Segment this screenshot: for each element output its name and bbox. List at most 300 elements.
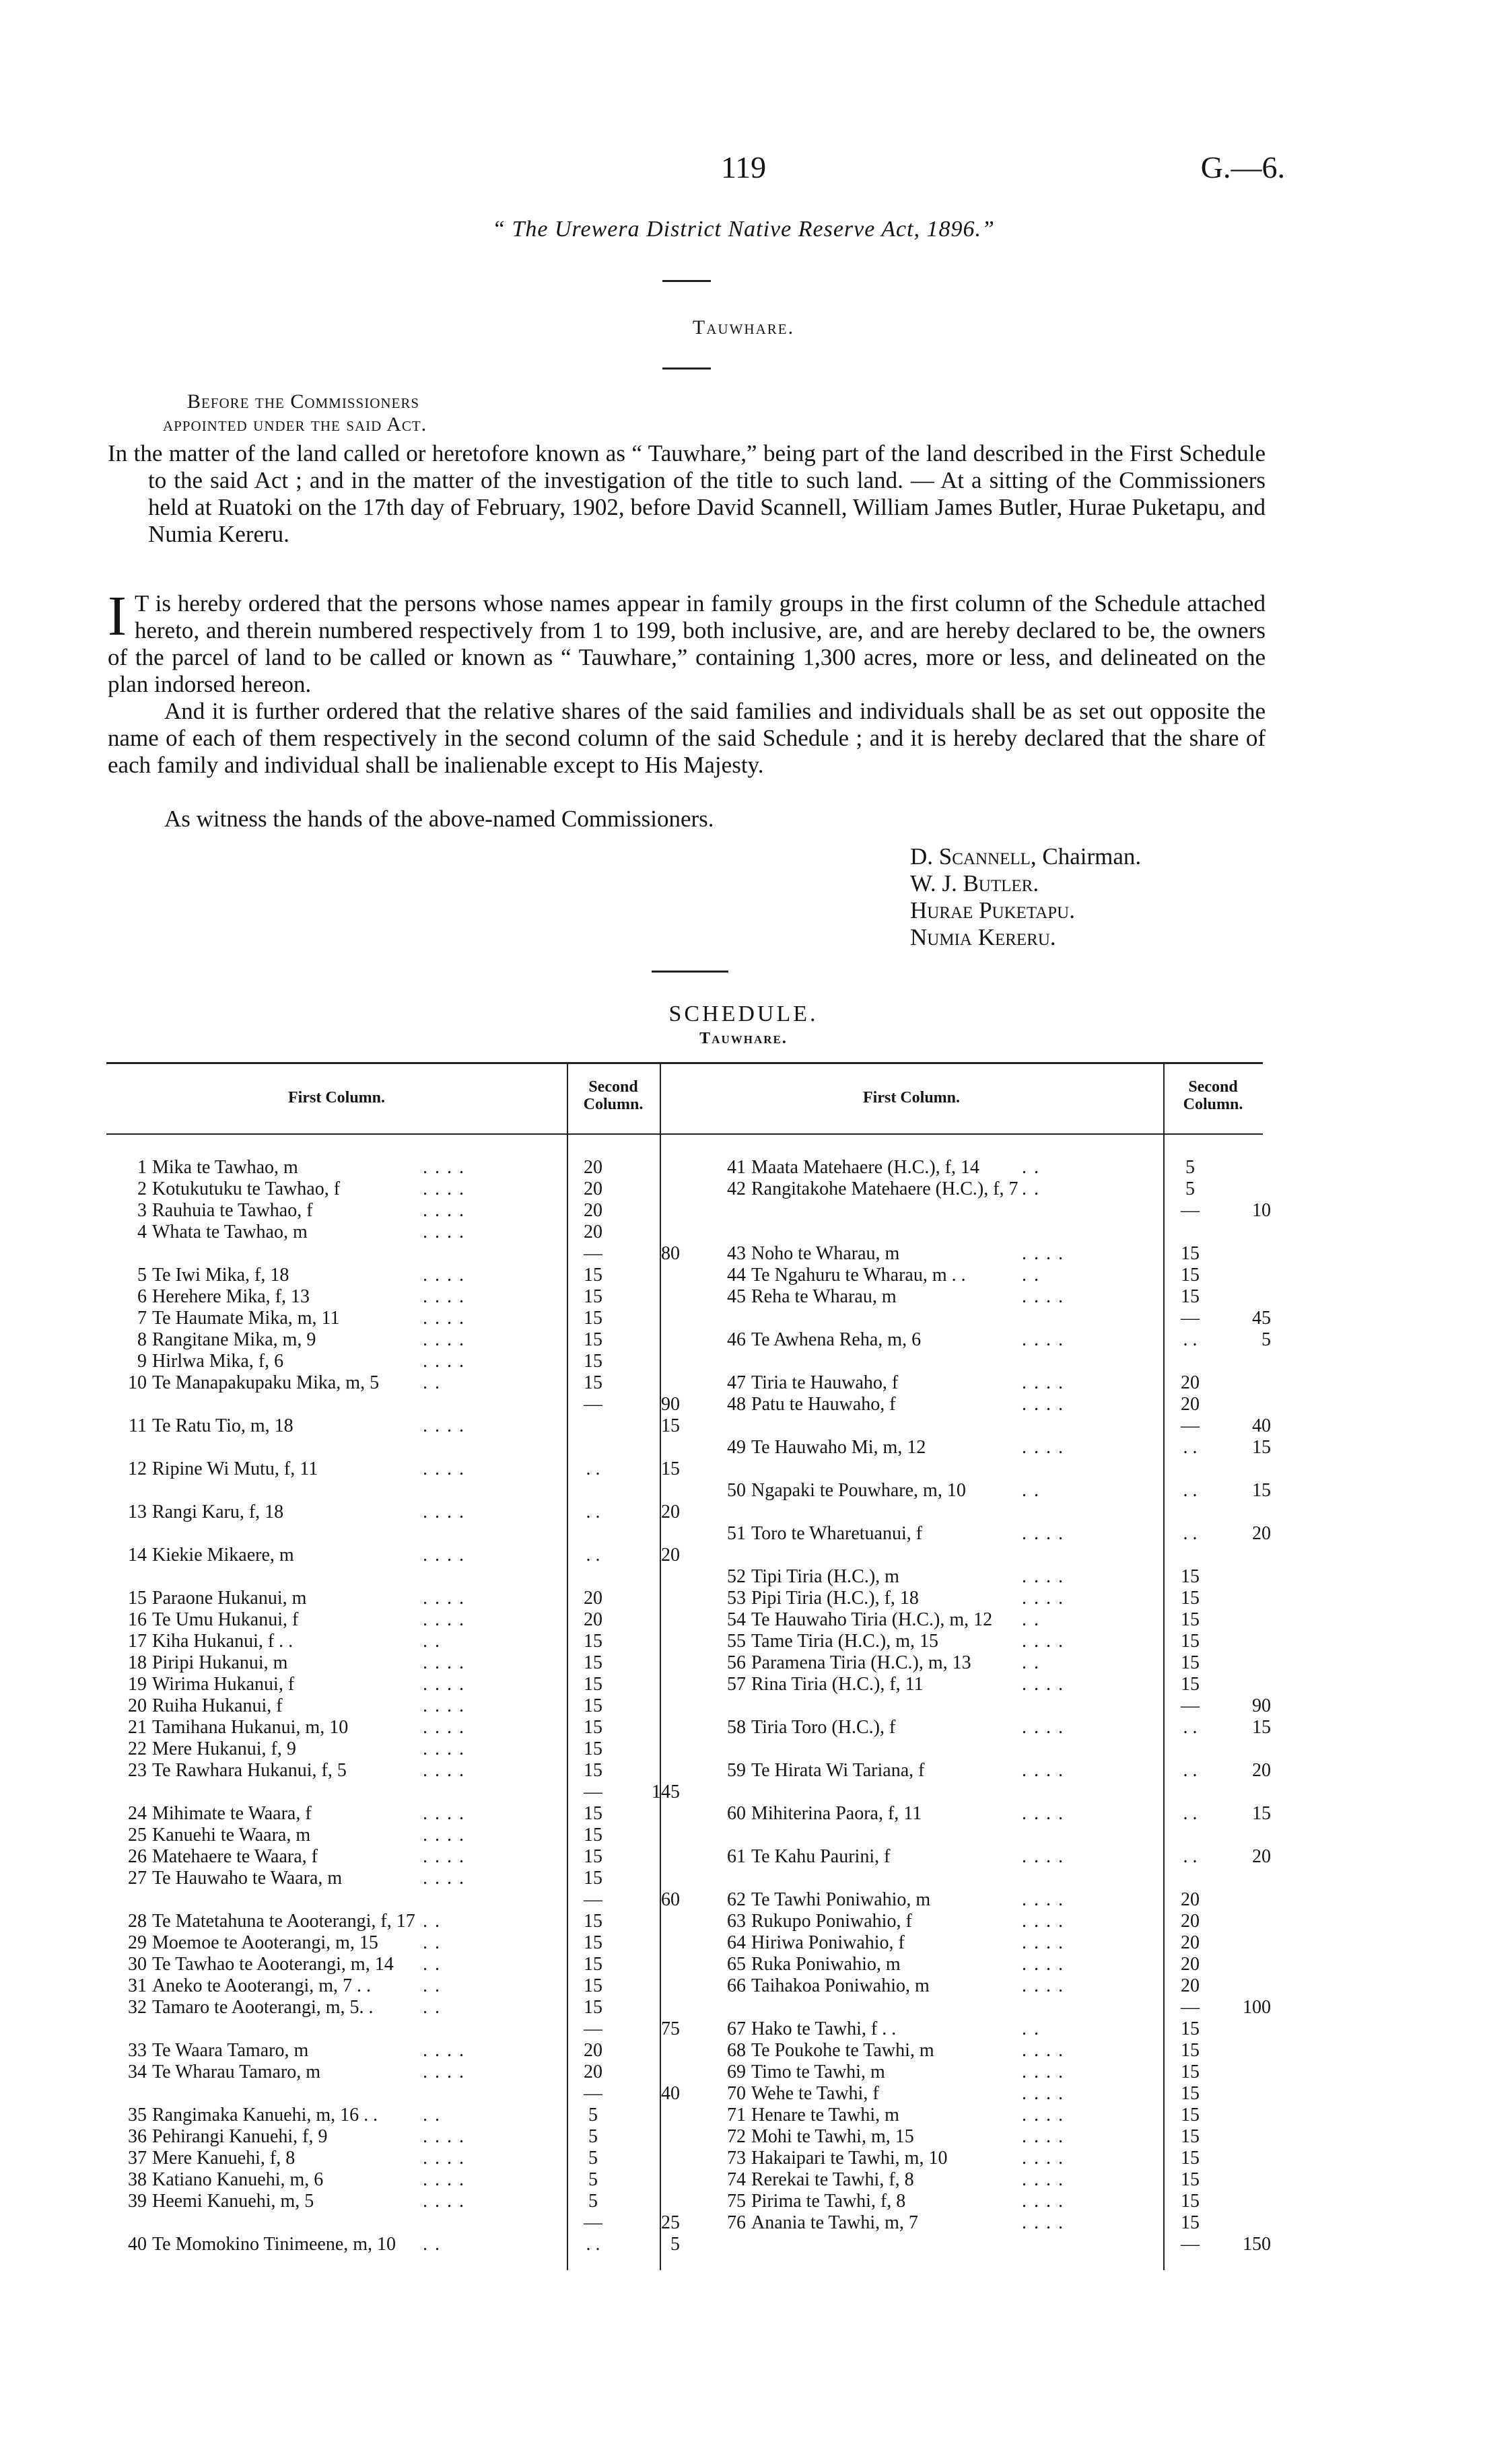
signatures [910,843,1141,951]
entry-number: 24 [128,1803,147,1824]
group-total: 15 [1252,1480,1271,1501]
leader-dots: . . . . [423,1265,465,1286]
leader-dots: . . . . [1022,1846,1064,1867]
owner-name: Rina Tiria (H.C.), f, 11 [751,1674,924,1695]
rule-mid [662,367,711,369]
entry-number: 4 [137,1222,147,1242]
entry-number: 67 [727,2018,746,2039]
owner-name: Hako te Tawhi, f . . [751,2018,897,2039]
entry-number: 42 [727,1178,746,1199]
entry-number: 37 [128,2148,147,2169]
entry-number: 12 [128,1458,147,1479]
table-row [106,1695,712,1717]
entry-number: 72 [727,2126,746,2147]
entry-number: 56 [727,1652,746,1673]
entry-number: 25 [128,1825,147,1845]
entry-number: 14 [128,1545,147,1565]
share-value: — [1181,1997,1200,2018]
share-value: 15 [1181,2126,1200,2147]
group-total: 15 [661,1458,680,1479]
share-value: 15 [584,1717,602,1738]
table-row [106,1825,712,1846]
entry-number: 35 [128,2105,147,2125]
leader-dots: . . . . [423,1609,465,1630]
owner-name: Mihiterina Paora, f, 11 [751,1803,922,1824]
owner-name: Kiha Hukanui, f . . [152,1631,293,1652]
table-row [705,1372,1264,1394]
table-row [106,1631,712,1652]
table-row [106,1243,712,1265]
leader-dots: . . . . [423,1222,465,1242]
group-total: 40 [1252,1415,1271,1436]
owner-name: Pirima te Tawhi, f, 8 [751,2191,906,2212]
before-line-2: appointed under the said Act. [163,413,427,435]
entry-number: 41 [727,1157,746,1178]
owner-name: Te Haumate Mika, m, 11 [152,1308,340,1329]
leader-dots: . . . . [423,1286,465,1307]
share-value: 15 [1181,1588,1200,1609]
entry-number: 27 [128,1868,147,1889]
table-row [705,1782,1264,1803]
leader-dots: . . . . [423,1157,465,1178]
owner-name: Te Iwi Mika, f, 18 [152,1265,289,1286]
entry-number: 73 [727,2148,746,2169]
table-row [106,1868,712,1889]
entry-number: 15 [128,1588,147,1609]
group-total: 100 [1243,1997,1271,2018]
table-row [705,2212,1264,2234]
table-row [705,1200,1271,1222]
leader-dots: . . [1022,1480,1040,1501]
group-total: 45 [1252,1308,1271,1329]
table-row [106,1178,712,1200]
rule-schedule [652,971,728,973]
table-row [106,1782,712,1803]
owner-name: Pipi Tiria (H.C.), f, 18 [751,1588,919,1609]
table-row [106,1351,712,1372]
share-value: 5 [1185,1178,1195,1199]
share-value: 15 [584,1954,602,1975]
entry-number: 32 [128,1997,147,2018]
share-value: . . [1183,1329,1198,1350]
table-row [106,1566,712,1588]
group-total: 145 [652,1782,680,1802]
share-value: 20 [1181,1932,1200,1953]
leader-dots: . . [423,1954,441,1975]
owner-name: Kotukutuku te Tawhao, f [152,1178,341,1199]
table-row [106,1975,712,1997]
share-value: 15 [1181,2212,1200,2233]
entry-number: 71 [727,2105,746,2125]
table-row [106,1458,712,1480]
share-value: 5 [588,2191,598,2212]
share-value: 15 [1181,1566,1200,1587]
share-value: 20 [1181,1911,1200,1932]
leader-dots: . . . . [1022,1566,1064,1587]
owner-name: Mihimate te Waara, f [152,1803,312,1824]
owner-name: Timo te Tawhi, m [751,2062,885,2082]
table-row [106,2191,712,2212]
share-value: . . [586,1545,600,1565]
signature-kereru: Numia Kereru. [910,924,1056,950]
share-value: — [1181,2234,1200,2255]
table-row [106,1329,712,1351]
table-row [106,1415,712,1437]
entry-number: 33 [128,2040,147,2061]
share-value: 15 [1181,1674,1200,1695]
entry-number: 75 [727,2191,746,2212]
entry-number: 38 [128,2169,147,2190]
entry-number: 74 [727,2169,746,2190]
share-value: 15 [1181,2018,1200,2039]
header-second-column-right: Second Column. [1183,1078,1243,1113]
group-total: 40 [661,2083,680,2104]
entry-number: 18 [128,1652,147,1673]
entry-number: 36 [128,2126,147,2147]
entry-number: 68 [727,2040,746,2061]
table-row [106,1588,712,1609]
owner-name: Te Momokino Tinimeene, m, 10 [152,2234,396,2255]
act-title: “ The Urewera District Native Reserve Act, 1896.” [492,217,995,242]
entry-number: 22 [128,1738,147,1759]
entry-number: 45 [727,1286,746,1307]
table-row [705,1975,1264,1997]
group-total: 15 [1252,1437,1271,1458]
table-row [705,1695,1271,1717]
table-row [106,1157,712,1178]
leader-dots: . . . . [1022,1932,1064,1953]
table-row [705,1631,1264,1652]
table-row [106,1372,712,1394]
owner-name: Te Hauwaho Mi, m, 12 [751,1437,926,1458]
share-value: — [1181,1695,1200,1716]
table-row [705,2191,1264,2212]
share-value: 15 [1181,1286,1200,1307]
leader-dots: . . . . [1022,1803,1064,1824]
leader-dots: . . . . [423,1674,465,1695]
table-row [106,1308,712,1329]
share-value: — [1181,1308,1200,1329]
group-total: 20 [661,1502,680,1522]
owner-name: Tamihana Hukanui, m, 10 [152,1717,349,1738]
entry-number: 8 [137,1329,147,1350]
entry-number: 60 [727,1803,746,1824]
table-row [705,1674,1264,1695]
leader-dots: . . . . [1022,1588,1064,1609]
leader-dots: . . . . [1022,1889,1064,1910]
table-row [106,1523,712,1545]
table-row [106,1911,712,1932]
share-value: 20 [584,2040,602,2061]
table-row [705,1502,1264,1523]
table-row [106,2040,712,2062]
header-first-column-right: First Column. [863,1089,960,1106]
table-row [106,1200,712,1222]
entry-number: 43 [727,1243,746,1264]
entry-number: 50 [727,1480,746,1501]
entry-number: 2 [137,1178,147,1199]
owner-name: Te Ratu Tio, m, 18 [152,1415,293,1436]
table-row [705,1997,1271,2018]
entry-number: 59 [727,1760,746,1781]
order-text: T is hereby ordered that the persons whose names appear in family groups in the first column of the Schedule attached hereto, and therein numbered respectively from 1 to 199, both inclusive, are, and are hereby declared to be, the owners of the parcel of land to be called or known as “ Tauwhare,” containing 1,300 acres, more or less, and delineated on the plan indorsed hereon. [108,590,1266,697]
share-value: 20 [1181,1394,1200,1415]
share-value: 15 [584,1975,602,1996]
table-top-rule [106,1062,1263,1064]
owner-name: Toro te Wharetuanui, f [751,1523,923,1544]
share-value: . . [1183,1480,1198,1501]
group-total: 90 [661,1394,680,1415]
owner-name: Rangimaka Kanuehi, m, 16 . . [152,2105,378,2125]
leader-dots: . . . . [1022,1243,1064,1264]
owner-name: Hirlwa Mika, f, 6 [152,1351,284,1372]
share-value: 15 [584,1631,602,1652]
owner-name: Ruka Poniwahio, m [751,1954,901,1975]
share-value: 15 [1181,1631,1200,1652]
header-second-column-left: Second Column. [583,1078,644,1113]
share-value: 20 [1181,1954,1200,1975]
leader-dots: . . . . [1022,2105,1064,2125]
owner-name: Te Ngahuru te Wharau, m . . [751,1265,966,1286]
entry-number: 6 [137,1286,147,1307]
share-value: . . [1183,1717,1198,1738]
table-row [705,2126,1264,2148]
table-row [705,1717,1271,1738]
table-row [106,2234,712,2255]
share-value: 20 [584,1178,602,1199]
leader-dots: . . [423,1975,441,1996]
share-value: — [584,2212,602,2233]
owner-name: Henare te Tawhi, m [751,2105,899,2125]
owner-name: Mika te Tawhao, m [152,1157,298,1178]
leader-dots: . . . . [423,1415,465,1436]
table-row [705,2234,1271,2255]
share-value: — [584,2083,602,2104]
group-total: 25 [661,2212,680,2233]
share-value: 5 [588,2169,598,2190]
table-row [705,1415,1271,1437]
owner-name: Noho te Wharau, m [751,1243,900,1264]
leader-dots: . . . . [423,2169,465,2190]
share-value: 15 [1181,2062,1200,2082]
share-value: . . [1183,1760,1198,1781]
table-row [705,1825,1264,1846]
table-row [106,1932,712,1954]
entry-number: 16 [128,1609,147,1630]
share-value: 15 [584,1868,602,1889]
order-paragraph [108,585,1266,698]
group-total: 20 [1252,1523,1271,1544]
table-row [705,1868,1264,1889]
entry-number: 53 [727,1588,746,1609]
entry-number: 20 [128,1695,147,1716]
leader-dots: . . . . [1022,1717,1064,1738]
share-value: . . [586,1502,600,1522]
entry-number: 3 [137,1200,147,1221]
matter-text: In the matter of the land called or heretofore known as “ Tauwhare,” being part of the land described in the First Schedule to the said Act ; and in the matter of the investigation of the title to such land. — At a sitting of the Commissioners held at Ruatoki on the 17th day of February, 1902, before David Scannell, William James Butler, Hurae Puketapu, and Numia Kereru. [108,440,1266,547]
group-total: 150 [1243,2234,1271,2255]
owner-name: Paraone Hukanui, m [152,1588,307,1609]
matter-paragraph [108,440,1266,548]
table-row [106,1674,712,1695]
share-value: . . [1183,1846,1198,1867]
table-row [705,1609,1264,1631]
share-value: 15 [584,1286,602,1307]
table-row [106,1846,712,1868]
table-row [705,1566,1264,1588]
entry-number: 28 [128,1911,147,1932]
leader-dots: . . . . [423,1825,465,1845]
owner-name: Anania te Tawhi, m, 7 [751,2212,918,2233]
table-row [705,1178,1264,1200]
entry-number: 29 [128,1932,147,1953]
table-row [106,1286,712,1308]
leader-dots: . . . . [1022,2062,1064,2082]
table-row [106,2018,712,2040]
entry-number: 21 [128,1717,147,1738]
entry-number: 11 [129,1415,147,1436]
table-row [705,1437,1271,1458]
owner-name: Kanuehi te Waara, m [152,1825,311,1845]
table-row [106,1997,712,2018]
entry-number: 65 [727,1954,746,1975]
table-row [106,1545,712,1566]
leader-dots: . . . . [1022,1911,1064,1932]
table-row [106,2126,712,2148]
owner-name: Mere Kanuehi, f, 8 [152,2148,296,2169]
table-row [705,1954,1264,1975]
leader-dots: . . [423,1997,441,2018]
owner-name: Te Hirata Wi Tariana, f [751,1760,925,1781]
entry-number: 47 [727,1372,746,1393]
table-row [705,1286,1264,1308]
entry-number: 13 [128,1502,147,1522]
share-value: 20 [584,1609,602,1630]
owner-name: Katiano Kanuehi, m, 6 [152,2169,324,2190]
share-value: 15 [584,1329,602,1350]
table-row [705,1803,1271,1825]
entry-number: 58 [727,1717,746,1738]
page-number: 119 [720,150,767,184]
block-title: Tauwhare. [692,316,795,339]
owner-name: Te Awhena Reha, m, 6 [751,1329,922,1350]
share-value: — [584,1243,602,1264]
share-value: 5 [588,2126,598,2147]
owner-name: Hiriwa Poniwahio, f [751,1932,905,1953]
leader-dots: . . . . [423,1846,465,1867]
entry-number: 62 [727,1889,746,1910]
table-row [106,1222,712,1243]
table-row [106,2148,712,2169]
group-total: 15 [1252,1717,1271,1738]
leader-dots: . . [1022,1157,1040,1178]
share-value: . . [1183,1523,1198,1544]
table-row [106,1609,712,1631]
table-row [705,1265,1264,1286]
share-value: 15 [1181,2040,1200,2061]
leader-dots: . . . . [1022,1631,1064,1652]
entry-number: 26 [128,1846,147,1867]
table-row [106,1803,712,1825]
table-row [705,1846,1271,1868]
share-value: 20 [584,1200,602,1221]
entry-number: 19 [128,1674,147,1695]
share-value: 15 [584,1674,602,1695]
group-total: 90 [1252,1695,1271,1716]
leader-dots: . . . . [423,1803,465,1824]
leader-dots: . . . . [423,1545,465,1565]
table-row [106,1480,712,1502]
leader-dots: . . . . [1022,1286,1064,1307]
owner-name: Piripi Hukanui, m [152,1652,288,1673]
leader-dots: . . . . [1022,1674,1064,1695]
signature-butler: W. J. Butler. [910,870,1039,896]
table-row [705,1394,1264,1415]
table-row [705,1738,1264,1760]
owner-name: Te Tawhi Poniwahio, m [751,1889,931,1910]
owner-name: Hakaipari te Tawhi, m, 10 [751,2148,948,2169]
entry-number: 48 [727,1394,746,1415]
owner-name: Te Hauwaho te Waara, m [152,1868,343,1889]
table-row [705,1911,1264,1932]
share-value: 15 [1181,1265,1200,1286]
share-value: — [584,1394,602,1415]
table-row [106,2169,712,2191]
entry-number: 10 [128,1372,147,1393]
leader-dots: . . . . [423,1760,465,1781]
entry-number: 39 [128,2191,147,2212]
leader-dots: . . [423,1932,441,1953]
leader-dots: . . [1022,1609,1040,1630]
leader-dots: . . [1022,2018,1040,2039]
share-value: 15 [1181,2148,1200,2169]
owner-name: Ruiha Hukanui, f [152,1695,283,1716]
leader-dots: . . . . [1022,1394,1064,1415]
group-total: 20 [661,1545,680,1565]
owner-name: Tipi Tiria (H.C.), m [751,1566,899,1587]
owner-name: Matehaere te Waara, f [152,1846,318,1867]
share-value: 15 [1181,2105,1200,2125]
leader-dots: . . . . [1022,1329,1064,1350]
group-total: 5 [1261,1329,1271,1350]
leader-dots: . . . . [1022,1372,1064,1393]
table-row [705,1458,1264,1480]
owner-name: Te Matetahuna te Aooterangi, f, 17 [152,1911,415,1932]
share-value: 15 [584,1351,602,1372]
share-value: — [1181,1415,1200,1436]
before-commissioners [163,390,427,436]
leader-dots: . . [423,1372,441,1393]
share-value: 20 [1181,1975,1200,1996]
share-value: 15 [584,1265,602,1286]
owner-name: Tiria te Hauwaho, f [751,1372,899,1393]
table-row [106,1889,712,1911]
entry-number: 57 [727,1674,746,1695]
entry-number: 49 [727,1437,746,1458]
entry-number: 55 [727,1631,746,1652]
table-row [705,1760,1271,1782]
leader-dots: . . . . [1022,1523,1064,1544]
group-total: 15 [661,1415,680,1436]
entry-number: 30 [128,1954,147,1975]
leader-dots: . . . . [423,1178,465,1199]
owner-name: Te Manapakupaku Mika, m, 5 [152,1372,380,1393]
table-row [106,1954,712,1975]
entry-number: 51 [727,1523,746,1544]
leader-dots: . . [423,2234,441,2255]
share-value: . . [586,2234,600,2255]
group-total: 5 [670,2234,680,2255]
